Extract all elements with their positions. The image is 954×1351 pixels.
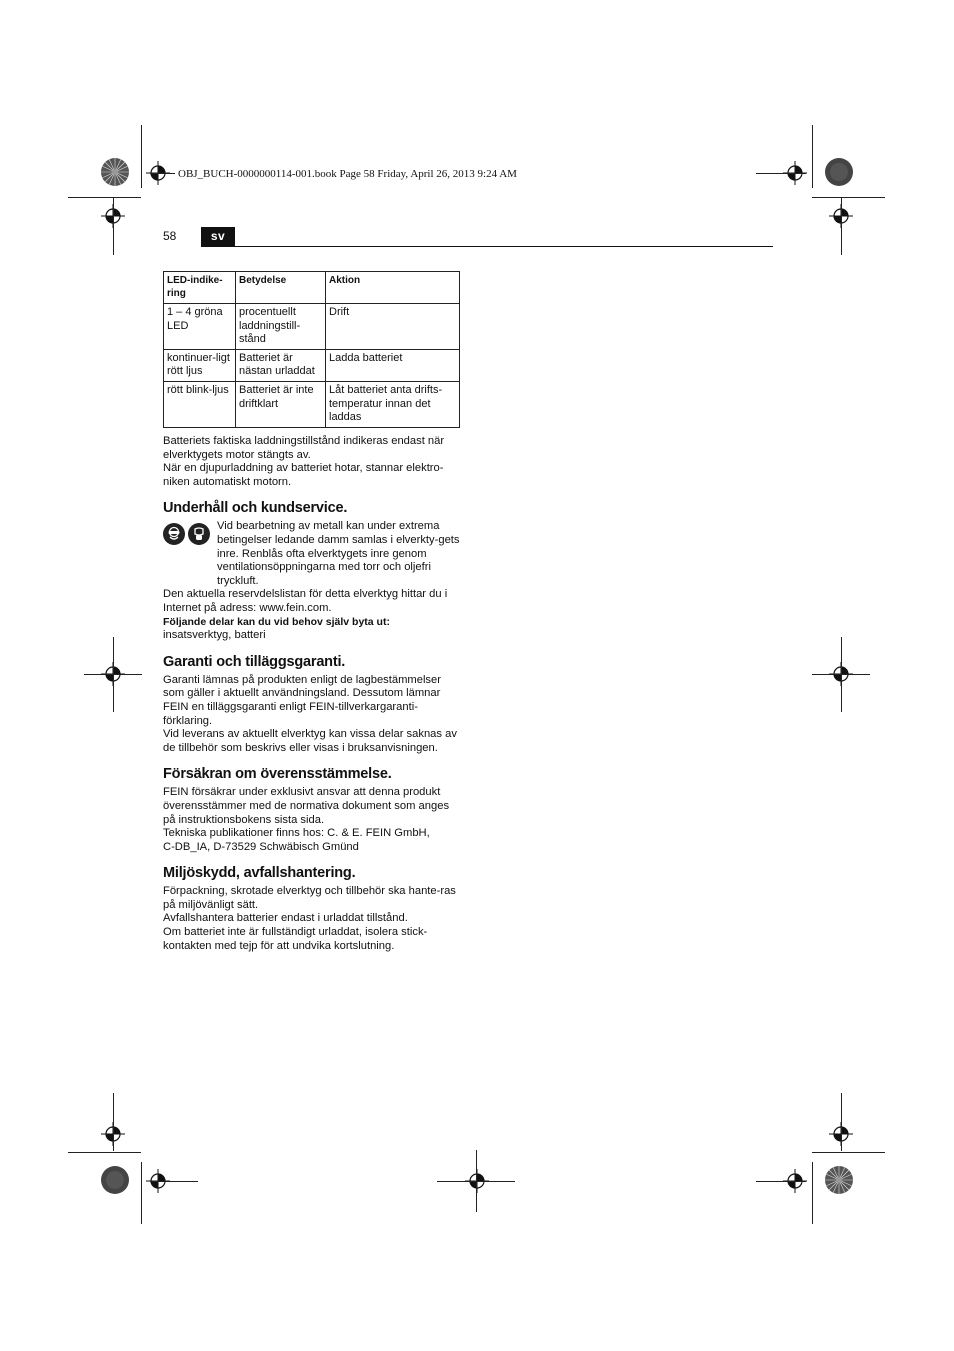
crop-line [68,1152,141,1153]
table-cell: rött blink-ljus [164,382,236,428]
paragraph: Garanti lämnas på produkten enligt de lagbestämmelser som gäller i aktuellt användningsland. Dessutom lämnar FEIN en tilläggsgaranti enligt FEIN-tillverkargaranti-förklaring. [163,673,441,727]
main-column [163,271,463,953]
crop-line [841,1093,842,1151]
crop-line [841,197,842,255]
crop-line [756,1181,806,1182]
table-header-cell: LED-indike-ring [164,272,236,304]
crop-line [141,1162,142,1224]
color-wheel-icon [824,1165,854,1195]
maintenance-text: Vid bearbetning av metall kan under extrema betingelser ledande damm samlas i elverkty-gets inre. Renblås ofta elverktygets inre genom ventilationsöppningarna med torr och oljefri tryckluft. [217,520,460,587]
crop-line [113,197,114,255]
crop-line [812,1162,813,1224]
paragraph: Vid leverans av aktuellt elverktyg kan vissa delar saknas av de tillbehör som beskrivs eller visas i bruksanvisningen. [163,728,457,754]
safety-goggles-icon [163,523,185,545]
table-cell: Drift [326,304,460,350]
paragraph: Förpackning, skrotade elverktyg och tillbehör ska hante-ras på miljövänligt sätt. [163,885,456,911]
crop-line [68,197,141,198]
table-cell: 1 – 4 gröna LED [164,304,236,350]
respirator-mask-icon [188,523,210,545]
color-wheel-icon [100,157,130,187]
paragraph: När en djupurladdning av batteriet hotar, stannar elektro-niken automatiskt motorn. [163,462,444,488]
crop-line [476,1150,477,1212]
crop-line [141,125,142,188]
table-row [164,350,460,382]
paragraph: Batteriets faktiska laddningstillstånd indikeras endast när elverktygets motor stängts av. [163,435,445,461]
file-info-header: OBJ_BUCH-0000000114-001.book Page 58 Friday, April 26, 2013 9:24 AM [178,168,517,180]
table-row [164,304,460,350]
crop-line [812,197,885,198]
table-header-row [164,272,460,304]
crop-line [150,173,175,174]
paragraph: Avfallshantera batterier endast i urladdat tillstånd. [163,912,408,925]
paragraph: Den aktuella reservdelslistan för detta elverktyg hittar du i Internet på adress: www.fein.com. [163,588,448,614]
paragraph [217,520,463,588]
section-title-conformity: Försäkran om överensstämmelse. [163,766,392,783]
crop-line [812,1152,885,1153]
paragraph: Tekniska publikationer finns hos: C. & E. FEIN GmbH, [163,827,430,840]
table-cell: kontinuer-ligt rött ljus [164,350,236,382]
warning-icons [163,523,210,545]
paragraph: Om batteriet inte är fullständigt urladdat, isolera stick-kontakten med tejp för att undvika kortslutning. [163,926,428,952]
header-rule [201,246,773,247]
crop-line [84,674,142,675]
crop-line [812,674,870,675]
table-cell: Låt batteriet anta drifts-temperatur innan det laddas [326,382,460,428]
color-wheel-icon [100,1165,130,1195]
table-cell: Batteriet är nästan urladdat [236,350,326,382]
language-badge: sv [201,227,235,246]
table-row [164,382,460,428]
section-title-warranty: Garanti och tilläggsgaranti. [163,653,346,670]
page-number: 58 [163,229,177,243]
paragraph: C-DB_IA, D-73529 Schwäbisch Gmünd [163,840,359,853]
crop-line [812,125,813,188]
crop-line [756,173,806,174]
parts-list: insatsverktyg, batteri [163,629,266,642]
paragraph: FEIN försäkrar under exklusivt ansvar att denna produkt överensstämmer med de normativa dokument som anges på instruktionsbokens sista sida. [163,786,450,826]
parts-label: Följande delar kan du vid behov själv byta ut: [163,615,390,628]
table-cell: Batteriet är inte driftklart [236,382,326,428]
table-cell: procentuellt laddningstill-stånd [236,304,326,350]
table-header-cell: Betydelse [236,272,326,304]
section-title-maintenance: Underhåll och kundservice. [163,500,348,517]
crop-line [113,1093,114,1151]
table-header-cell: Aktion [326,272,460,304]
led-indicator-table [163,271,460,428]
maintenance-warning [163,520,463,588]
section-title-environment: Miljöskydd, avfallshantering. [163,865,356,882]
color-wheel-icon [824,157,854,187]
crop-line [150,1181,198,1182]
table-cell: Ladda batteriet [326,350,460,382]
